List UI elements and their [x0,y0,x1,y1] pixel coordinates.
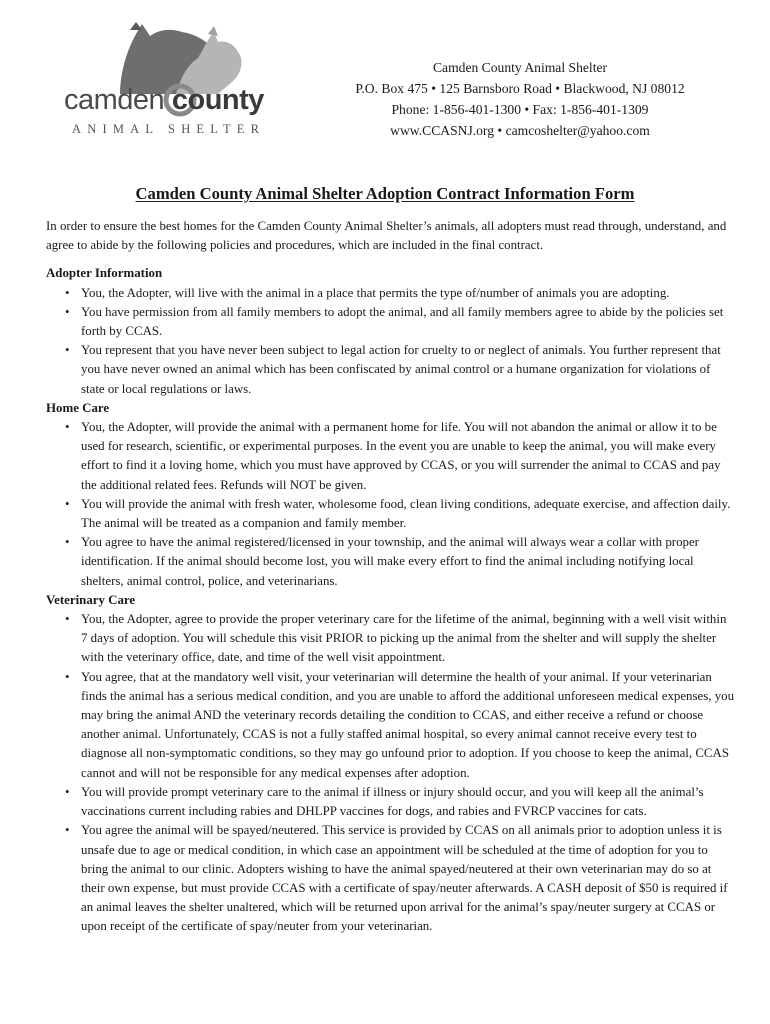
section-adopter-information [46,264,736,398]
section-home-care [46,399,736,591]
logo-word-camden: camden [64,84,165,116]
address-line: P.O. Box 475 • 125 Barnsboro Road • Blackwood, NJ 08012 [355,81,685,96]
policy-item: • You represent that you have never been subject to legal action for cruelty to or neglect of animals. You further represent that you have never owned an animal which has been confiscated by animal control or a humane organization for violations of state or local regulations or laws. [81,341,736,399]
section-heading: Adopter Information [46,266,163,281]
shelter-name: Camden County Animal Shelter [432,60,608,75]
section-veterinary-care [46,591,736,937]
policy-item: • You agree to have the animal registered/licensed in your township, and the animal will always wear a collar with proper identification. If the animal should become lost, you will make every effort to find the animal including notifying local shelters, animal control, police, and veterinarians. [81,533,736,591]
logo-word-county: county [171,84,264,116]
section-heading: Veterinary Care [46,592,136,607]
policy-item: • You agree the animal will be spayed/neutered. This service is provided by CCAS on all animals prior to adoption unless it is unsafe due to age or medical condition, in which case an appointment will be scheduled at the time of adoption for you to bring the animal to our clinic. Adopters wishing to have the animal spayed/neutered at their own veterinarian may do so at their own expense, but must provide CCAS with a certificate of spay/neuter afterwards. A CASH deposit of $50 is required if an animal leaves the shelter unaltered, which will be returned upon arrival for the animal’s spay/neuter surgery at CCAS or upon receipt of the certificate of spay/neuter from your veterinarian. [81,821,736,936]
shelter-address-block [330,57,710,141]
policy-list [46,610,736,936]
form-body [46,217,736,937]
form-title: Camden County Animal Shelter Adoption Contract Information Form [135,184,635,203]
policy-item: • You will provide the animal with fresh water, wholesome food, clean living conditions, adequate exercise, and affection daily. The animal will be treated as a companion and family member. [81,495,736,533]
logo-subtitle: ANIMAL SHELTER [72,122,266,136]
intro-paragraph: In order to ensure the best homes for the Camden County Animal Shelter’s animals, all adopters must read through, understand, and agree to abide by the following policies and procedures, which are included in the final contract. [46,219,727,253]
logo-wordmark [64,84,264,117]
policy-item: • You have permission from all family members to adopt the animal, and all family members agree to abide by the policies set forth by CCAS. [81,303,736,341]
policy-item: • You, the Adopter, will live with the animal in a place that permits the type of/number of animals you are adopting. [81,284,736,303]
policy-item: • You agree, that at the mandatory well visit, your veterinarian will determine the health of your animal. If your veterinarian finds the animal has a serious medical condition, and you are unable to afford the additional unforeseen medical expenses, you may bring the animal AND the veterinary records detailing the condition to CCAS, and either receive a refund or choose another animal. Unfortunately, CCAS is not a fully staffed animal hospital, so every animal cannot receive every test to diagnose all non-symptomatic conditions, so they may go unfound prior to adoption. If you choose to keep the animal, CCAS cannot and will not be responsible for any medical expenses after adoption. [81,668,736,783]
policy-item: • You will provide prompt veterinary care to the animal if illness or injury should occur, and you will keep all the animal’s vaccinations current including rabies and DHLPP vaccines for dogs, and rabies and FVRCP vaccines for cats. [81,783,736,821]
policy-list [46,418,736,591]
web-email-line: www.CCASNJ.org • camcoshelter@yahoo.com [390,123,650,138]
section-heading: Home Care [46,400,110,415]
policy-item: • You, the Adopter, will provide the animal with a permanent home for life. You will not abandon the animal or allow it to be used for research, scientific, or experimental purposes. In the event you are unable to keep the animal, you will make every effort to find it a loving home, which you must have approved by CCAS, or you will surrender the animal to CCAS and pay the additional related fees. Refunds will NOT be given. [81,418,736,495]
policy-item: • You, the Adopter, agree to provide the proper veterinary care for the lifetime of the animal, beginning with a well visit within 7 days of adoption. You will schedule this visit PRIOR to picking up the animal from the shelter and will supply the shelter with the veterinary office, date, and time of the well visit appointment. [81,610,736,668]
phone-fax-line: Phone: 1-856-401-1300 • Fax: 1-856-401-1309 [391,102,649,117]
shelter-logo [58,22,308,140]
policy-list [46,284,736,399]
